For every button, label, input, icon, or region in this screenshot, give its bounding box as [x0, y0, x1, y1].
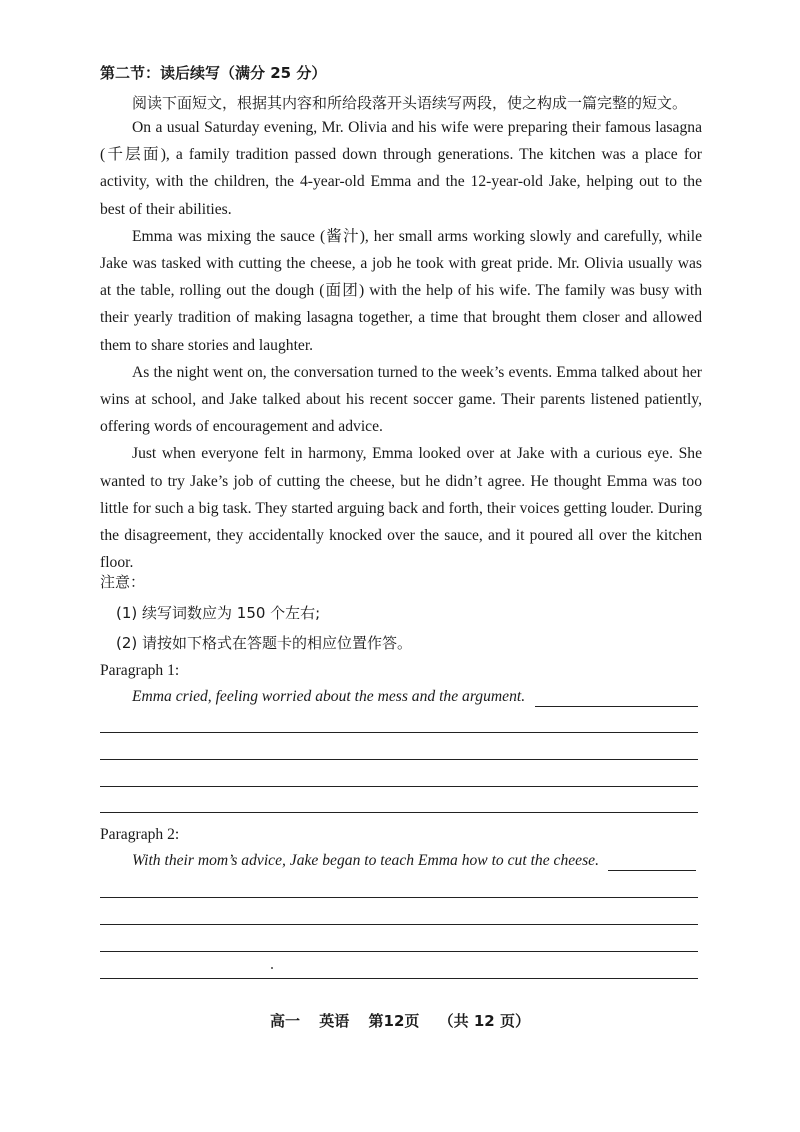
footer-total-pages: （共 12 页） [438, 1012, 530, 1030]
paragraph-1-answer-line[interactable] [100, 812, 698, 813]
story-paragraph-2: Emma was mixing the sauce (酱汁), her small arms working slowly and carefully, while Jake was tasked with cutting the cheese, a job he took with great pride. Mr. Olivia usually was at the table, rolling out the dough (面团) with the help of his wife. The family was busy with their yearly tradition of making lasagna together, a time that brought them closer and allowed them to share stories and laughter. [100, 227, 702, 354]
page-footer [0, 1010, 800, 1031]
paragraph-2-answer-line[interactable] [100, 951, 698, 952]
story-passage [100, 114, 702, 576]
paragraph-2-answer-line[interactable] [100, 978, 698, 979]
paragraph-2-answer-line-start[interactable] [608, 870, 696, 871]
paragraph-1-answer-line[interactable] [100, 732, 698, 733]
paragraph-2-opening: With their mom’s advice, Jake began to teach Emma how to cut the cheese. [132, 852, 599, 869]
instruction-text: 阅读下面短文，根据其内容和所给段落开头语续写两段，使之构成一篇完整的短文。 [132, 94, 688, 112]
paragraph-2-label: Paragraph 2: [100, 826, 180, 843]
section-title: 第二节：读后续写（满分 25 分） [100, 64, 327, 82]
paragraph-2-answer-line[interactable] [100, 924, 698, 925]
paragraph-1-opening: Emma cried, feeling worried about the mess and the argument. [132, 688, 526, 705]
story-paragraph-4: Just when everyone felt in harmony, Emma looked over at Jake with a curious eye. She wanted to try Jake’s job of cutting the cheese, but he didn’t agree. He thought Emma was too little for such a big task. They started arguing back and forth, their voices getting louder. During the disagreement, they accidentally knocked over the sauce, and it poured all over the kitchen floor. [100, 445, 702, 572]
note-item-word-count: (1) 续写词数应为 150 个左右; [116, 604, 321, 622]
paragraph-2-answer-line[interactable] [100, 897, 698, 898]
paragraph-1-answer-line[interactable] [100, 786, 698, 787]
footer-grade: 高一 [270, 1012, 301, 1030]
footer-subject: 英语 [319, 1012, 350, 1030]
story-paragraph-3: As the night went on, the conversation turned to the week’s events. Emma talked about her wins at school, and Jake talked about his recent soccer game. Their parents listened patiently, offering words of encouragement and advice. [100, 363, 702, 436]
footer-page-number: 第12页 [368, 1012, 420, 1030]
note-item-format: (2) 请按如下格式在答题卡的相应位置作答。 [116, 634, 413, 652]
story-paragraph-1: On a usual Saturday evening, Mr. Olivia and his wife were preparing their famous lasagna (千层面), a family tradition passed down through generations. The kitchen was a place for activity, with the children, the 4-year-old Emma and the 12-year-old Jake, helping out to the best of their abilities. [100, 119, 702, 218]
paragraph-1-label: Paragraph 1: [100, 662, 180, 679]
paragraph-1-answer-line-start[interactable] [535, 706, 698, 707]
speck-mark [271, 967, 273, 969]
notes-heading: 注意： [100, 573, 146, 591]
paragraph-1-answer-line[interactable] [100, 759, 698, 760]
